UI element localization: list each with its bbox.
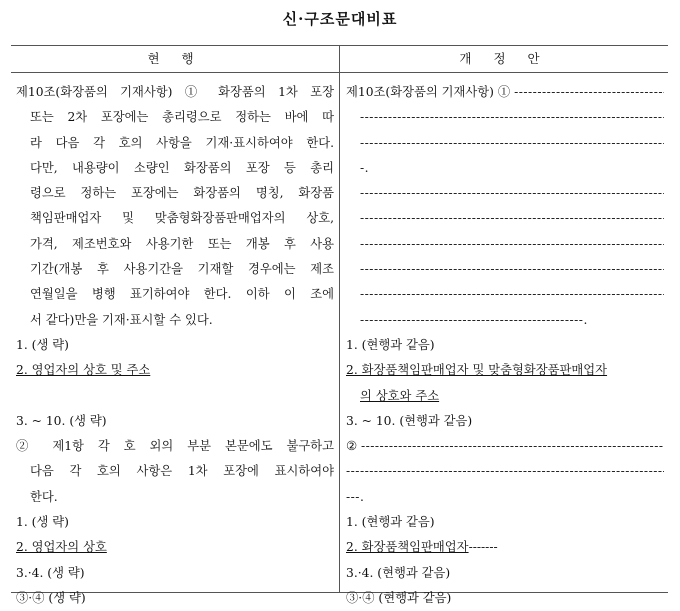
proposed-p1-line	[346, 80, 664, 105]
current-p2-item-1: 1. (생 략)	[16, 515, 69, 530]
proposed-p2-dash-line	[346, 485, 664, 510]
proposed-item-2-line2: 의 상호와 주소	[360, 388, 440, 403]
dash-fill	[346, 464, 664, 478]
proposed-p1-dash-line	[346, 257, 664, 282]
dash-fill	[360, 287, 664, 301]
current-p1-line: 라 다음 각 호의 사항을 기재·표시하여야 한다.	[30, 135, 334, 150]
current-p2-item-2-text: 2. 영업자의 상호	[16, 540, 107, 555]
current-p2-item-2	[16, 535, 334, 560]
proposed-item-2-line1: 2. 화장품책임판매업자 및 맞춤형화장품판매업자	[346, 363, 608, 378]
current-p2-line: 한다.	[30, 489, 58, 504]
current-p2-line: ② 제1항 각 호 외의 부분 본문에도 불구하고	[16, 439, 334, 454]
current-p1-line: 가격, 제조번호와 사용기한 또는 개봉 후 사용	[30, 236, 334, 251]
proposed-p1-dash-line	[346, 105, 664, 130]
proposed-p2-item-3-4: 3.·4. (현행과 같음)	[346, 565, 451, 580]
proposed-item-2	[346, 358, 664, 383]
current-p2-line: 다음 각 호의 사항은 1차 포장에 표시하여야	[30, 464, 334, 479]
current-item-2	[16, 358, 334, 383]
proposed-p1-head: 제10조(화장품의 기재사항) ①	[346, 85, 515, 99]
dash-fill	[360, 313, 588, 327]
proposed-p1-dash-line	[346, 156, 664, 181]
dash-fill	[360, 237, 664, 251]
current-item-3-10: 3. ~ 10. (생 략)	[16, 413, 107, 428]
document-title: 신·구조문대비표	[282, 10, 398, 28]
proposed-p2-item-2-dashes: -------	[468, 540, 498, 555]
proposed-p1-dash-line	[346, 232, 664, 257]
proposed-item-3-10: 3. ~ 10. (현행과 같음)	[346, 413, 473, 428]
proposed-p2-line	[346, 434, 664, 459]
proposed-p2-head: ②	[346, 439, 361, 454]
current-p2-item-3-4: 3.·4. (생 략)	[16, 565, 85, 580]
dash-fill	[360, 161, 369, 175]
column-divider	[339, 46, 340, 592]
current-p1-line: 책임판매업자 및 맞춤형화장품판매업자의 상호,	[30, 211, 334, 226]
dash-fill	[514, 85, 664, 99]
dash-fill	[360, 211, 664, 225]
proposed-p2-item-1: 1. (현행과 같음)	[346, 515, 435, 530]
current-p1-line: 다만, 내용량이 소량인 화장품의 포장 등 총리	[30, 160, 334, 175]
proposed-p2-item-2	[346, 535, 664, 560]
proposed-p1-dash-line	[346, 206, 664, 231]
dash-fill	[361, 439, 664, 453]
dash-fill	[360, 136, 664, 150]
proposed-column	[346, 80, 664, 611]
proposed-item-1: 1. (현행과 같음)	[346, 337, 435, 352]
current-p1-line: 또는 2차 포장에는 총리령으로 정하는 바에 따	[30, 110, 334, 125]
current-p3-4: ③·④ (생 략)	[16, 590, 86, 605]
current-item-2-text: 2. 영업자의 상호 및 주소	[16, 363, 151, 378]
proposed-p1-dash-line	[346, 181, 664, 206]
dash-fill	[346, 490, 364, 504]
proposed-p2-item-2-text: 2. 화장품책임판매업자	[346, 540, 469, 555]
header-proposed: 개 정 안	[459, 51, 549, 66]
proposed-p1-dash-line	[346, 308, 664, 333]
blank-line	[16, 384, 334, 409]
current-p1-line: 령으로 정하는 포장에는 화장품의 명칭, 화장품	[30, 186, 334, 201]
comparison-table	[11, 45, 668, 605]
current-p1-line: 서 같다)만을 기재·표시할 수 있다.	[30, 312, 213, 327]
proposed-item-2-cont	[346, 384, 664, 409]
current-p1-line: 연월일을 병행 표기하여야 한다. 이하 이 조에	[30, 287, 334, 302]
proposed-p1-dash-line	[346, 282, 664, 307]
current-p1-line: 기간(개봉 후 사용기간을 기재할 경우에는 제조	[30, 262, 334, 277]
current-item-1: 1. (생 략)	[16, 337, 69, 352]
header-current: 현 행	[147, 51, 203, 66]
current-column	[16, 80, 334, 611]
dash-fill	[360, 110, 664, 124]
dash-fill	[360, 262, 664, 276]
proposed-p1-dash-line	[346, 131, 664, 156]
dash-fill	[360, 186, 664, 200]
proposed-p2-dash-line	[346, 459, 664, 484]
current-p1-line: 제10조(화장품의 기재사항) ① 화장품의 1차 포장	[16, 85, 334, 99]
proposed-p3-4: ③·④ (현행과 같음)	[346, 590, 452, 605]
